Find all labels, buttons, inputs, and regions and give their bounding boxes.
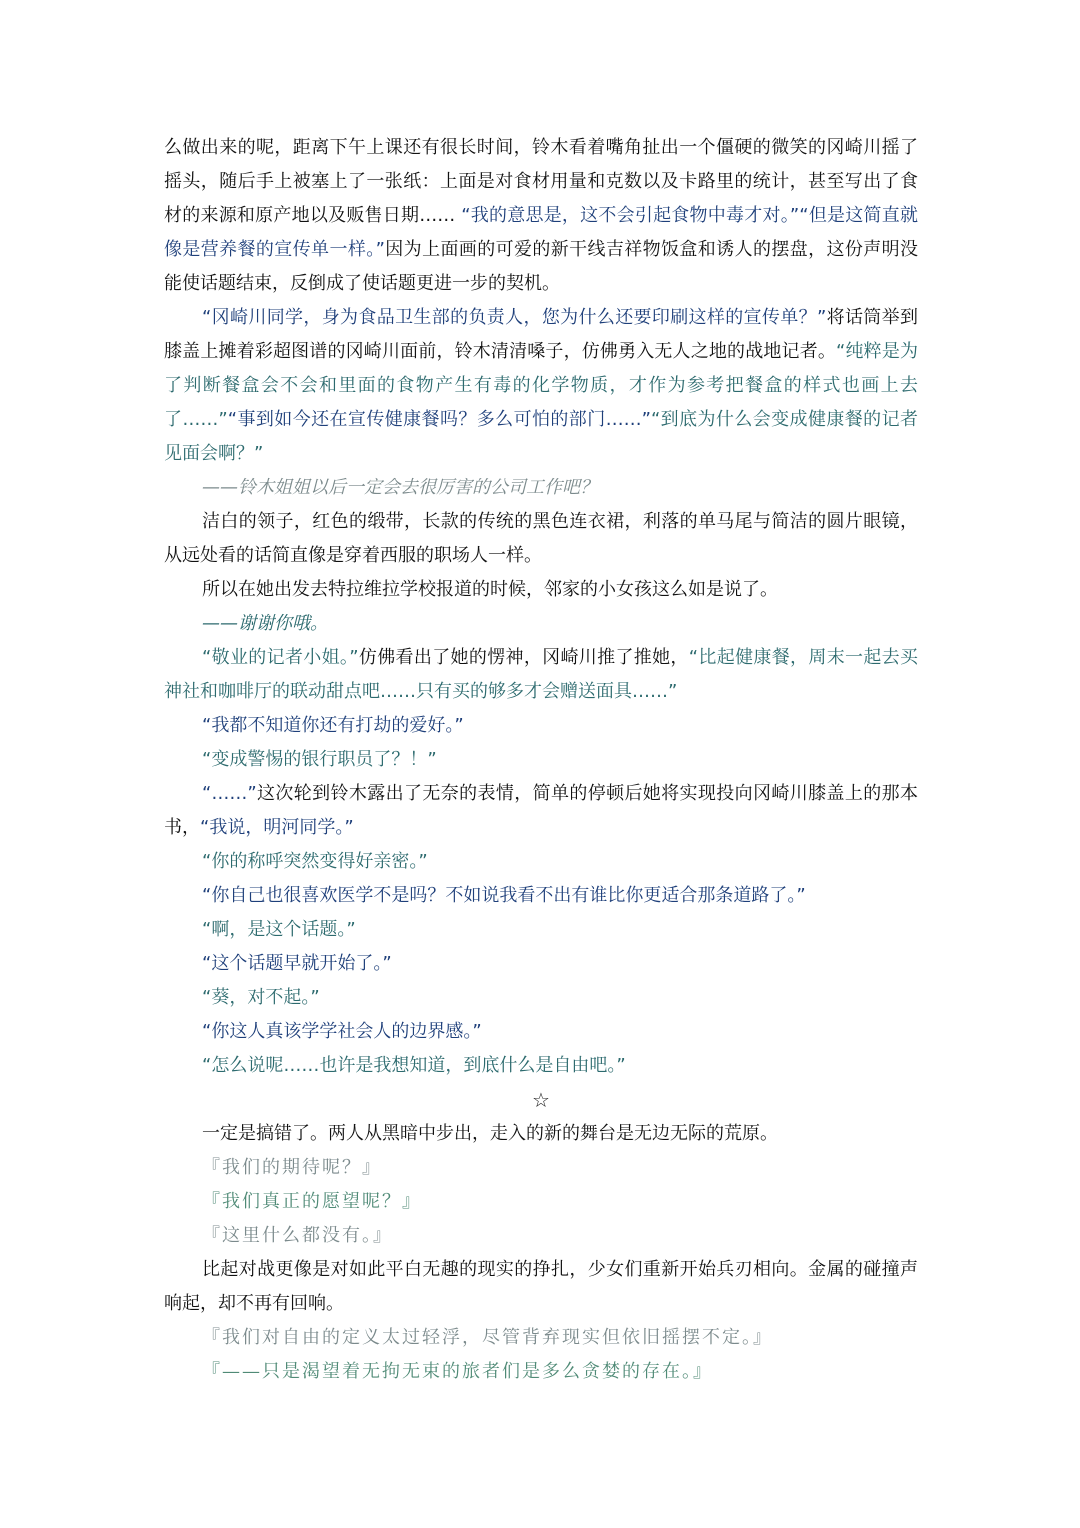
text-segment: “你这人真该学学社会人的边界感。” bbox=[202, 1021, 482, 1042]
text-segment: “你自己也很喜欢医学不是吗？不如说我看不出有谁比你更适合那条道路了。” bbox=[202, 885, 806, 906]
text-paragraph bbox=[164, 947, 918, 981]
text-segment: “你的称呼突然变得好亲密。” bbox=[202, 851, 428, 872]
text-segment: 洁白的领子，红色的缎带，长款的传统的黑色连衣裙，利落的单马尾与简洁的圆片眼镜，从远处看的话简直像是穿着西服的职场人一样。 bbox=[164, 511, 918, 566]
quote-paragraph bbox=[164, 1321, 918, 1355]
text-paragraph bbox=[164, 981, 918, 1015]
text-segment: 所以在她出发去特拉维拉学校报道的时候，邻家的小女孩这么如是说了。 bbox=[202, 579, 778, 600]
text-paragraph bbox=[164, 743, 918, 777]
text-paragraph bbox=[164, 471, 918, 505]
quote-paragraph bbox=[164, 1355, 918, 1389]
text-segment: “变成警惕的银行职员了？！” bbox=[202, 749, 437, 770]
text-paragraph bbox=[164, 1015, 918, 1049]
text-segment: “纯粹是为了判断餐盒会不会和里面的食物产生有毒的化学物质，才作为参考把餐盒的样式也画上去了……” bbox=[164, 341, 919, 430]
text-segment: 么做出来的呢，距离下午上课还有很长时间，铃木看着嘴角扯出一个僵硬的微笑的冈崎川摇了摇头，随后手上被塞上了一张纸：上面是对食材用量和克数以及卡路里的统计，甚至写出了食材的来源和原产地以及贩售日期…… bbox=[164, 137, 918, 226]
text-segment: “葵，对不起。” bbox=[202, 987, 320, 1008]
text-segment: 仿佛看出了她的愣神，冈崎川推了推她， bbox=[358, 647, 689, 668]
text-paragraph bbox=[164, 573, 918, 607]
text-segment: 因为上面画的可爱的新干线吉祥物饭盒和诱人的摆盘，这份声明没能使话题结束，反倒成了使话题更进一步的契机。 bbox=[164, 239, 919, 294]
text-segment: “这个话题早就开始了。” bbox=[202, 953, 392, 974]
quote-paragraph bbox=[164, 1185, 918, 1219]
text-segment: 将话筒举到膝盖上摊着彩超图谱的冈崎川面前，铃木清清嗓子，仿佛勇入无人之地的战地记者。 bbox=[164, 307, 918, 362]
text-segment: 『我们对自由的定义太过轻浮，尽管背弃现实但依旧摇摆不定。』 bbox=[202, 1327, 773, 1348]
text-paragraph bbox=[164, 777, 918, 845]
text-paragraph bbox=[164, 709, 918, 743]
text-segment: 『我们的期待呢？』 bbox=[202, 1157, 382, 1178]
text-segment: 『我们真正的愿望呢？』 bbox=[202, 1191, 422, 1212]
text-segment: ——铃木姐姐以后一定会去很厉害的公司工作吧？ bbox=[202, 477, 598, 498]
quote-paragraph bbox=[164, 1219, 918, 1253]
section-separator-star-icon: ☆ bbox=[532, 1088, 550, 1112]
text-segment: “怎么说呢……也许是我想知道，到底什么是自由吧。” bbox=[202, 1055, 626, 1076]
text-segment: “到底为什么会变成健康餐的记者见面会啊？” bbox=[164, 409, 918, 464]
text-paragraph bbox=[164, 879, 918, 913]
text-paragraph bbox=[164, 845, 918, 879]
text-paragraph bbox=[164, 131, 918, 301]
text-paragraph bbox=[164, 301, 918, 471]
text-segment: “啊，是这个话题。” bbox=[202, 919, 356, 940]
text-segment: “我都不知道你还有打劫的爱好。” bbox=[202, 715, 464, 736]
text-segment: ——谢谢你哦。 bbox=[202, 613, 328, 634]
text-segment: 『这里什么都没有。』 bbox=[202, 1225, 393, 1246]
document-body bbox=[164, 131, 918, 1389]
text-segment: “敬业的记者小姐。” bbox=[202, 647, 359, 668]
text-paragraph bbox=[164, 505, 918, 573]
text-segment: “我的意思是，这不会引起食物中毒才对。”“但是这简直就像是营养餐的宣传单一样。” bbox=[164, 205, 918, 260]
text-segment: “事到如今还在宣传健康餐吗？多么可怕的部门……” bbox=[227, 409, 651, 430]
text-paragraph bbox=[164, 913, 918, 947]
text-segment: 『——只是渴望着无拘无束的旅者们是多么贪婪的存在。』 bbox=[202, 1361, 713, 1382]
quote-paragraph bbox=[164, 1151, 918, 1185]
text-paragraph bbox=[164, 607, 918, 641]
text-segment: “冈崎川同学，身为食品卫生部的负责人，您为什么还要印刷这样的宣传单？” bbox=[202, 307, 827, 328]
text-segment: 比起对战更像是对如此平白无趣的现实的挣扎，少女们重新开始兵刃相向。金属的碰撞声响起，却不再有回响。 bbox=[164, 1259, 918, 1314]
text-paragraph bbox=[164, 1117, 918, 1151]
text-segment: “……” bbox=[202, 783, 257, 804]
text-paragraph bbox=[164, 1049, 918, 1083]
text-paragraph bbox=[164, 641, 918, 709]
text-segment: “比起健康餐，周末一起去买神社和咖啡厅的联动甜点吧……只有买的够多才会赠送面具……” bbox=[164, 647, 918, 702]
text-segment: 这次轮到铃木露出了无奈的表情，简单的停顿后她将实现投向冈崎川膝盖上的那本书， bbox=[164, 783, 918, 838]
text-segment: “我说，明河同学。” bbox=[200, 817, 354, 838]
text-segment: 一定是搞错了。两人从黑暗中步出，走入的新的舞台是无边无际的荒原。 bbox=[202, 1123, 778, 1144]
text-paragraph bbox=[164, 1253, 918, 1321]
